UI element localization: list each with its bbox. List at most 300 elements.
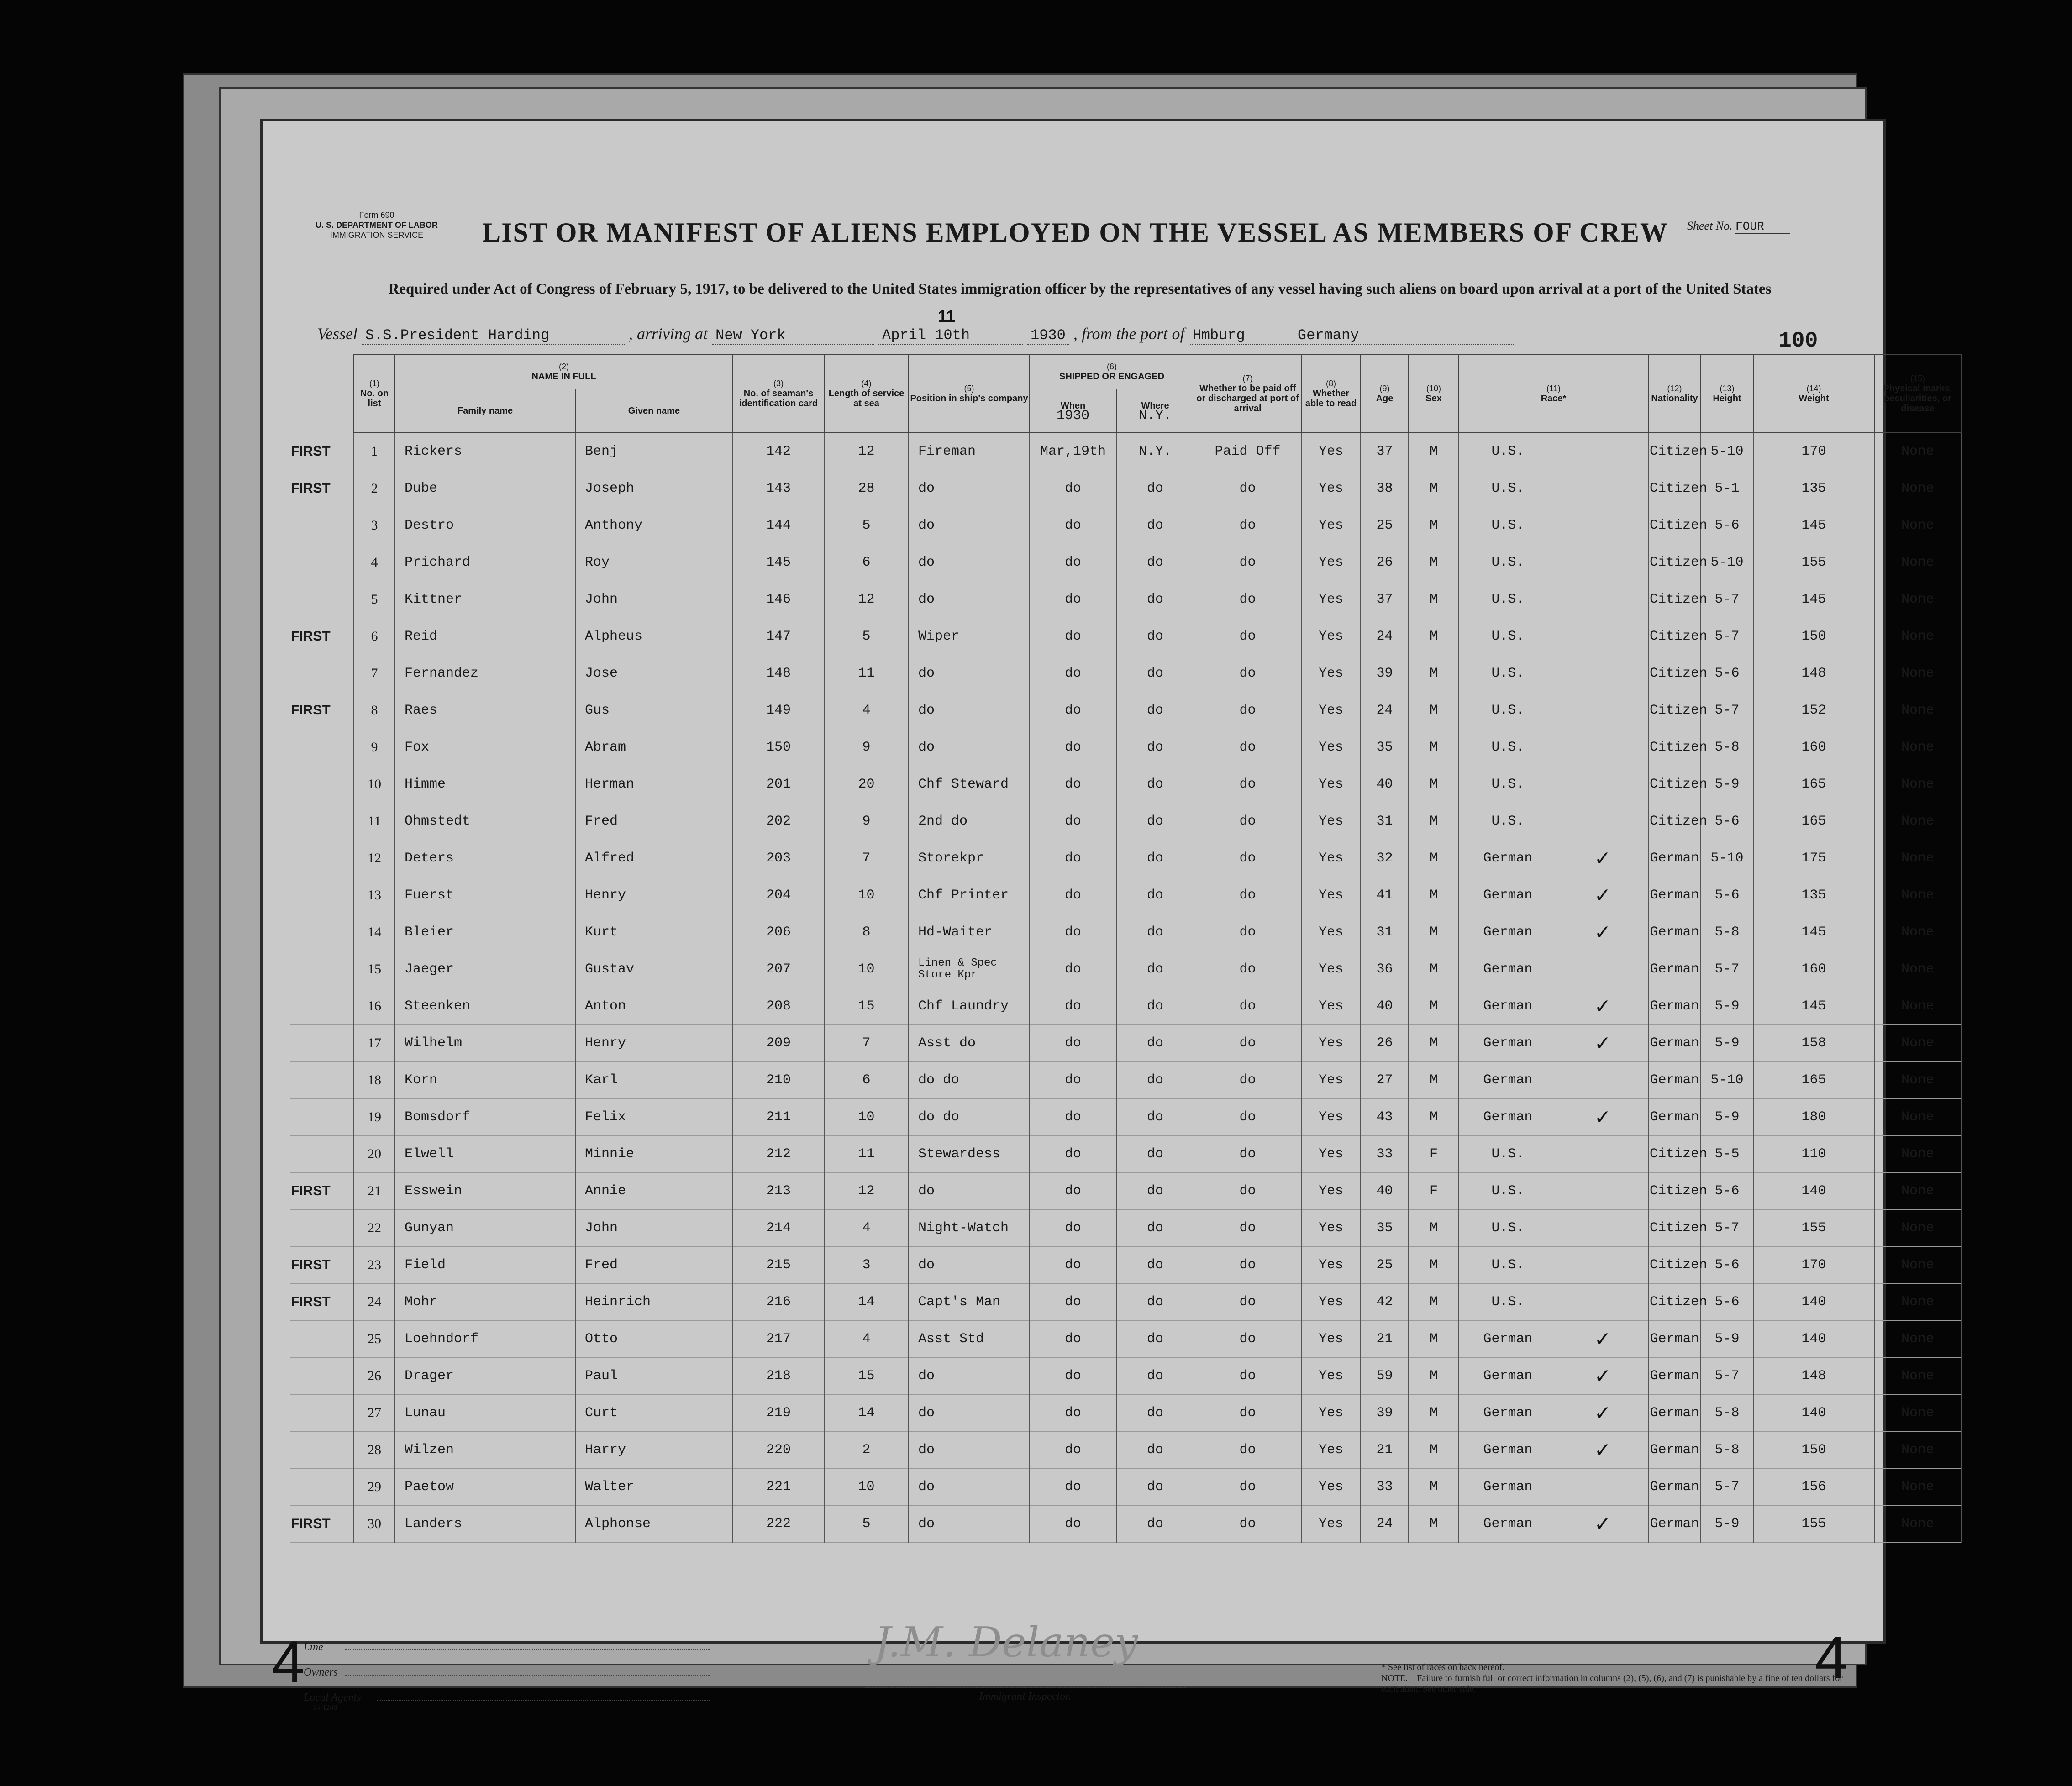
able-to-read: Yes xyxy=(1301,581,1361,618)
family-name: Elwell xyxy=(395,1136,575,1173)
id-card-number: 215 xyxy=(733,1247,824,1284)
weight: 160 xyxy=(1753,729,1874,766)
family-name: Jaeger xyxy=(395,951,575,988)
family-name: Ohmstedt xyxy=(395,803,575,840)
weight: 155 xyxy=(1753,544,1874,581)
sex: M xyxy=(1409,1469,1459,1506)
shipped-when: do xyxy=(1030,1358,1116,1395)
able-to-read: Yes xyxy=(1301,1025,1361,1062)
row-number: 15 xyxy=(354,951,395,988)
shipped-when: do xyxy=(1030,988,1116,1025)
race: U.S. xyxy=(1459,618,1557,655)
age: 42 xyxy=(1361,1284,1409,1321)
row-margin-mark: FIRST xyxy=(290,1506,354,1543)
when-year: 1930 xyxy=(1056,408,1089,424)
position: Night-Watch xyxy=(909,1210,1030,1247)
verification-check xyxy=(1557,1173,1648,1210)
row-number: 24 xyxy=(354,1284,395,1321)
verification-check xyxy=(1557,1136,1648,1173)
age: 24 xyxy=(1361,618,1409,655)
weight: 135 xyxy=(1753,877,1874,914)
sex: M xyxy=(1409,1358,1459,1395)
verification-check xyxy=(1557,1210,1648,1247)
able-to-read: Yes xyxy=(1301,1099,1361,1136)
shipped-where: N.Y. xyxy=(1116,433,1194,470)
service-length: 10 xyxy=(824,951,909,988)
nationality: Citizen xyxy=(1648,470,1701,507)
service-length: 28 xyxy=(824,470,909,507)
id-card-number: 217 xyxy=(733,1321,824,1358)
row-number: 27 xyxy=(354,1395,395,1432)
paid-off: do xyxy=(1194,1432,1301,1469)
verification-check xyxy=(1557,470,1648,507)
id-card-number: 146 xyxy=(733,581,824,618)
given-name: Minnie xyxy=(575,1136,733,1173)
age: 24 xyxy=(1361,692,1409,729)
paid-off: do xyxy=(1194,914,1301,951)
verification-check xyxy=(1557,544,1648,581)
able-to-read: Yes xyxy=(1301,1062,1361,1099)
weight: 165 xyxy=(1753,803,1874,840)
family-name: Field xyxy=(395,1247,575,1284)
age: 26 xyxy=(1361,1025,1409,1062)
footer-notes xyxy=(1381,1662,1861,1695)
id-card-number: 213 xyxy=(733,1173,824,1210)
table-row xyxy=(290,1284,1961,1321)
table-row xyxy=(290,692,1961,729)
id-card-number: 206 xyxy=(733,914,824,951)
table-row xyxy=(290,766,1961,803)
table-row xyxy=(290,1173,1961,1210)
physical-marks: None xyxy=(1874,766,1961,803)
row-margin-mark xyxy=(290,581,354,618)
position: Chf Laundry xyxy=(909,988,1030,1025)
table-row xyxy=(290,1395,1961,1432)
given-name: Anton xyxy=(575,988,733,1025)
row-number: 2 xyxy=(354,470,395,507)
position: do xyxy=(909,1469,1030,1506)
paid-off: do xyxy=(1194,729,1301,766)
weight: 145 xyxy=(1753,914,1874,951)
shipped-where: do xyxy=(1116,470,1194,507)
table-row xyxy=(290,1210,1961,1247)
row-margin-mark: FIRST xyxy=(290,618,354,655)
race: U.S. xyxy=(1459,433,1557,470)
page-number-right: 4 xyxy=(1815,1624,1848,1691)
height: 5-6 xyxy=(1701,1173,1753,1210)
service-length: 10 xyxy=(824,1469,909,1506)
race: U.S. xyxy=(1459,729,1557,766)
paid-off: do xyxy=(1194,581,1301,618)
col-family-name-header: Family name xyxy=(395,389,575,433)
height: 5-6 xyxy=(1701,655,1753,692)
row-margin-mark: FIRST xyxy=(290,433,354,470)
physical-marks: None xyxy=(1874,1025,1961,1062)
race: U.S. xyxy=(1459,581,1557,618)
family-name: Fox xyxy=(395,729,575,766)
able-to-read: Yes xyxy=(1301,1284,1361,1321)
sheet-number-value: FOUR xyxy=(1735,220,1790,234)
given-name: Herman xyxy=(575,766,733,803)
footer-line xyxy=(304,1641,710,1654)
given-name: Fred xyxy=(575,803,733,840)
sex: M xyxy=(1409,914,1459,951)
service-length: 11 xyxy=(824,655,909,692)
weight: 155 xyxy=(1753,1210,1874,1247)
table-row xyxy=(290,507,1961,544)
shipped-when: do xyxy=(1030,655,1116,692)
age: 24 xyxy=(1361,1506,1409,1543)
race: German xyxy=(1459,877,1557,914)
shipped-where: do xyxy=(1116,1506,1194,1543)
vessel-line xyxy=(317,307,1515,345)
vessel-name: S.S.President Harding xyxy=(362,327,625,345)
row-margin-mark xyxy=(290,840,354,877)
able-to-read: Yes xyxy=(1301,729,1361,766)
age: 33 xyxy=(1361,1136,1409,1173)
given-name: Gustav xyxy=(575,951,733,988)
shipped-when: do xyxy=(1030,877,1116,914)
race: U.S. xyxy=(1459,655,1557,692)
paid-off: do xyxy=(1194,1506,1301,1543)
height: 5-7 xyxy=(1701,1358,1753,1395)
shipped-when: do xyxy=(1030,766,1116,803)
shipped-when: do xyxy=(1030,1062,1116,1099)
position: do xyxy=(909,470,1030,507)
sex: M xyxy=(1409,655,1459,692)
col-read-header: (8) Whether able to read xyxy=(1301,354,1361,433)
id-card-number: 216 xyxy=(733,1284,824,1321)
shipped-where: do xyxy=(1116,544,1194,581)
height: 5-5 xyxy=(1701,1136,1753,1173)
position: do xyxy=(909,1173,1030,1210)
given-name: Gus xyxy=(575,692,733,729)
nationality: Citizen xyxy=(1648,766,1701,803)
id-card-number: 203 xyxy=(733,840,824,877)
verification-check: ✓ xyxy=(1557,1395,1648,1432)
service-length: 6 xyxy=(824,544,909,581)
id-card-number: 214 xyxy=(733,1210,824,1247)
family-name: Loehndorf xyxy=(395,1321,575,1358)
verification-check xyxy=(1557,766,1648,803)
row-number: 22 xyxy=(354,1210,395,1247)
nationality: Citizen xyxy=(1648,803,1701,840)
sex: M xyxy=(1409,766,1459,803)
table-row xyxy=(290,1025,1961,1062)
age: 43 xyxy=(1361,1099,1409,1136)
table-row xyxy=(290,1099,1961,1136)
position: Fireman xyxy=(909,433,1030,470)
physical-marks: None xyxy=(1874,1395,1961,1432)
position: Chf Steward xyxy=(909,766,1030,803)
col-sex-header: (10) Sex xyxy=(1409,354,1459,433)
weight: 160 xyxy=(1753,951,1874,988)
row-margin-mark xyxy=(290,1321,354,1358)
sex: M xyxy=(1409,1247,1459,1284)
table-row xyxy=(290,1247,1961,1284)
family-name: Bleier xyxy=(395,914,575,951)
shipped-where: do xyxy=(1116,1358,1194,1395)
family-name: Deters xyxy=(395,840,575,877)
service-length: 5 xyxy=(824,507,909,544)
inspector-label: Immigrant Inspector. xyxy=(979,1691,1071,1702)
row-margin-mark xyxy=(290,914,354,951)
physical-marks: None xyxy=(1874,840,1961,877)
form-number: Form 690 xyxy=(359,210,394,220)
shipped-where: do xyxy=(1116,914,1194,951)
physical-marks: None xyxy=(1874,1099,1961,1136)
able-to-read: Yes xyxy=(1301,988,1361,1025)
height: 5-10 xyxy=(1701,544,1753,581)
position: 2nd do xyxy=(909,803,1030,840)
verification-check: ✓ xyxy=(1557,1321,1648,1358)
position: do xyxy=(909,1395,1030,1432)
physical-marks: None xyxy=(1874,507,1961,544)
col-number-header: (1) No. on list xyxy=(354,354,395,433)
age: 33 xyxy=(1361,1469,1409,1506)
age: 32 xyxy=(1361,840,1409,877)
crew-manifest-table xyxy=(290,354,1962,1543)
position: Stewardess xyxy=(909,1136,1030,1173)
service-length: 7 xyxy=(824,1025,909,1062)
service-length: 8 xyxy=(824,914,909,951)
race: German xyxy=(1459,988,1557,1025)
weight: 140 xyxy=(1753,1284,1874,1321)
age: 21 xyxy=(1361,1321,1409,1358)
shipped-when: do xyxy=(1030,1395,1116,1432)
race: German xyxy=(1459,1321,1557,1358)
row-margin-mark xyxy=(290,655,354,692)
physical-marks: None xyxy=(1874,544,1961,581)
sex: M xyxy=(1409,1062,1459,1099)
id-card-number: 149 xyxy=(733,692,824,729)
verification-check xyxy=(1557,729,1648,766)
weight: 180 xyxy=(1753,1099,1874,1136)
table-row xyxy=(290,914,1961,951)
position: Asst do xyxy=(909,1025,1030,1062)
table-row xyxy=(290,1506,1961,1543)
row-number: 10 xyxy=(354,766,395,803)
able-to-read: Yes xyxy=(1301,1469,1361,1506)
footer-agents xyxy=(304,1691,710,1712)
nationality: German xyxy=(1648,1062,1701,1099)
races-note: * See list of races on back hereof. xyxy=(1381,1662,1504,1672)
family-name: Fuerst xyxy=(395,877,575,914)
row-number: 29 xyxy=(354,1469,395,1506)
row-number: 11 xyxy=(354,803,395,840)
age: 38 xyxy=(1361,470,1409,507)
race: U.S. xyxy=(1459,766,1557,803)
given-name: John xyxy=(575,1210,733,1247)
able-to-read: Yes xyxy=(1301,1136,1361,1173)
table-row xyxy=(290,433,1961,470)
verification-check xyxy=(1557,507,1648,544)
col-paid-header: (7) Whether to be paid off or discharged at port of arrival xyxy=(1194,354,1301,433)
able-to-read: Yes xyxy=(1301,766,1361,803)
margin-header xyxy=(290,354,354,433)
shipped-where: do xyxy=(1116,766,1194,803)
age: 21 xyxy=(1361,1432,1409,1469)
row-margin-mark xyxy=(290,1469,354,1506)
able-to-read: Yes xyxy=(1301,1321,1361,1358)
verification-check xyxy=(1557,692,1648,729)
able-to-read: Yes xyxy=(1301,951,1361,988)
race: German xyxy=(1459,1432,1557,1469)
nationality: German xyxy=(1648,840,1701,877)
shipped-where: do xyxy=(1116,1247,1194,1284)
row-number: 25 xyxy=(354,1321,395,1358)
verification-check: ✓ xyxy=(1557,1506,1648,1543)
position: do xyxy=(909,1358,1030,1395)
race: U.S. xyxy=(1459,1284,1557,1321)
height: 5-8 xyxy=(1701,729,1753,766)
verification-check xyxy=(1557,655,1648,692)
sex: M xyxy=(1409,1284,1459,1321)
sex: M xyxy=(1409,1506,1459,1543)
col-when-header: When 1930 xyxy=(1030,389,1116,433)
paid-off: do xyxy=(1194,840,1301,877)
verification-check xyxy=(1557,1247,1648,1284)
manifest-page xyxy=(260,119,1952,1712)
height: 5-9 xyxy=(1701,766,1753,803)
col-length-header: (4) Length of service at sea xyxy=(824,354,909,433)
able-to-read: Yes xyxy=(1301,1432,1361,1469)
row-margin-mark: FIRST xyxy=(290,692,354,729)
owners-label: Owners xyxy=(304,1666,338,1678)
able-to-read: Yes xyxy=(1301,1210,1361,1247)
row-number: 17 xyxy=(354,1025,395,1062)
height: 5-10 xyxy=(1701,840,1753,877)
family-name: Gunyan xyxy=(395,1210,575,1247)
able-to-read: Yes xyxy=(1301,655,1361,692)
height: 5-9 xyxy=(1701,1099,1753,1136)
paid-off: do xyxy=(1194,1136,1301,1173)
height: 5-6 xyxy=(1701,1247,1753,1284)
nationality: German xyxy=(1648,1099,1701,1136)
able-to-read: Yes xyxy=(1301,470,1361,507)
shipped-where: do xyxy=(1116,1395,1194,1432)
shipped-where: do xyxy=(1116,655,1194,692)
able-to-read: Yes xyxy=(1301,1506,1361,1543)
service-length: 20 xyxy=(824,766,909,803)
id-card-number: 148 xyxy=(733,655,824,692)
sex: M xyxy=(1409,581,1459,618)
race: U.S. xyxy=(1459,1210,1557,1247)
id-card-number: 142 xyxy=(733,433,824,470)
paid-off: do xyxy=(1194,1395,1301,1432)
weight: 140 xyxy=(1753,1395,1874,1432)
given-name: Benj xyxy=(575,433,733,470)
table-row xyxy=(290,1136,1961,1173)
id-card-number: 207 xyxy=(733,951,824,988)
age: 40 xyxy=(1361,766,1409,803)
service-length: 14 xyxy=(824,1284,909,1321)
shipped-where: do xyxy=(1116,1099,1194,1136)
row-number: 19 xyxy=(354,1099,395,1136)
nationality: Citizen xyxy=(1648,433,1701,470)
nationality: German xyxy=(1648,1469,1701,1506)
sex: F xyxy=(1409,1136,1459,1173)
family-name: Korn xyxy=(395,1062,575,1099)
race: German xyxy=(1459,1469,1557,1506)
nationality: German xyxy=(1648,1506,1701,1543)
race: German xyxy=(1459,1099,1557,1136)
height: 5-10 xyxy=(1701,433,1753,470)
id-card-number: 218 xyxy=(733,1358,824,1395)
row-margin-mark xyxy=(290,988,354,1025)
row-margin-mark xyxy=(290,544,354,581)
physical-marks: None xyxy=(1874,803,1961,840)
verification-check: ✓ xyxy=(1557,1358,1648,1395)
age: 39 xyxy=(1361,1395,1409,1432)
race: German xyxy=(1459,1025,1557,1062)
paid-off: do xyxy=(1194,507,1301,544)
sex: M xyxy=(1409,470,1459,507)
service-length: 4 xyxy=(824,692,909,729)
weight: 170 xyxy=(1753,1247,1874,1284)
physical-marks: None xyxy=(1874,729,1961,766)
row-margin-mark xyxy=(290,1062,354,1099)
nationality: German xyxy=(1648,1358,1701,1395)
paid-off: do xyxy=(1194,803,1301,840)
nationality: Citizen xyxy=(1648,618,1701,655)
row-margin-mark: FIRST xyxy=(290,1247,354,1284)
arriving-label: , arriving at xyxy=(628,325,708,343)
given-name: Joseph xyxy=(575,470,733,507)
shipped-when: do xyxy=(1030,692,1116,729)
id-card-number: 209 xyxy=(733,1025,824,1062)
nationality: Citizen xyxy=(1648,1284,1701,1321)
row-margin-mark: FIRST xyxy=(290,1173,354,1210)
nationality: German xyxy=(1648,1432,1701,1469)
row-margin-mark xyxy=(290,766,354,803)
shipped-where: do xyxy=(1116,581,1194,618)
family-name: Esswein xyxy=(395,1173,575,1210)
table-row xyxy=(290,655,1961,692)
family-name: Fernandez xyxy=(395,655,575,692)
verification-check xyxy=(1557,1284,1648,1321)
position: do xyxy=(909,544,1030,581)
row-margin-mark xyxy=(290,1432,354,1469)
race: German xyxy=(1459,914,1557,951)
weight: 150 xyxy=(1753,618,1874,655)
id-card-number: 204 xyxy=(733,877,824,914)
nationality: German xyxy=(1648,1321,1701,1358)
arrival-port: New York xyxy=(712,327,874,345)
given-name: Paul xyxy=(575,1358,733,1395)
family-name: Prichard xyxy=(395,544,575,581)
shipped-when: do xyxy=(1030,1321,1116,1358)
nationality: German xyxy=(1648,914,1701,951)
sex: M xyxy=(1409,877,1459,914)
shipped-where: do xyxy=(1116,840,1194,877)
paid-off: do xyxy=(1194,1358,1301,1395)
sex: M xyxy=(1409,692,1459,729)
family-name: Dube xyxy=(395,470,575,507)
weight: 170 xyxy=(1753,433,1874,470)
service-length: 7 xyxy=(824,840,909,877)
paid-off: do xyxy=(1194,988,1301,1025)
service-length: 14 xyxy=(824,1395,909,1432)
position: do xyxy=(909,1247,1030,1284)
crew-rows xyxy=(290,433,1961,1543)
height: 5-7 xyxy=(1701,692,1753,729)
race: German xyxy=(1459,1506,1557,1543)
age: 40 xyxy=(1361,1173,1409,1210)
shipped-where: do xyxy=(1116,729,1194,766)
where-value: N.Y. xyxy=(1139,408,1172,424)
nationality: German xyxy=(1648,988,1701,1025)
